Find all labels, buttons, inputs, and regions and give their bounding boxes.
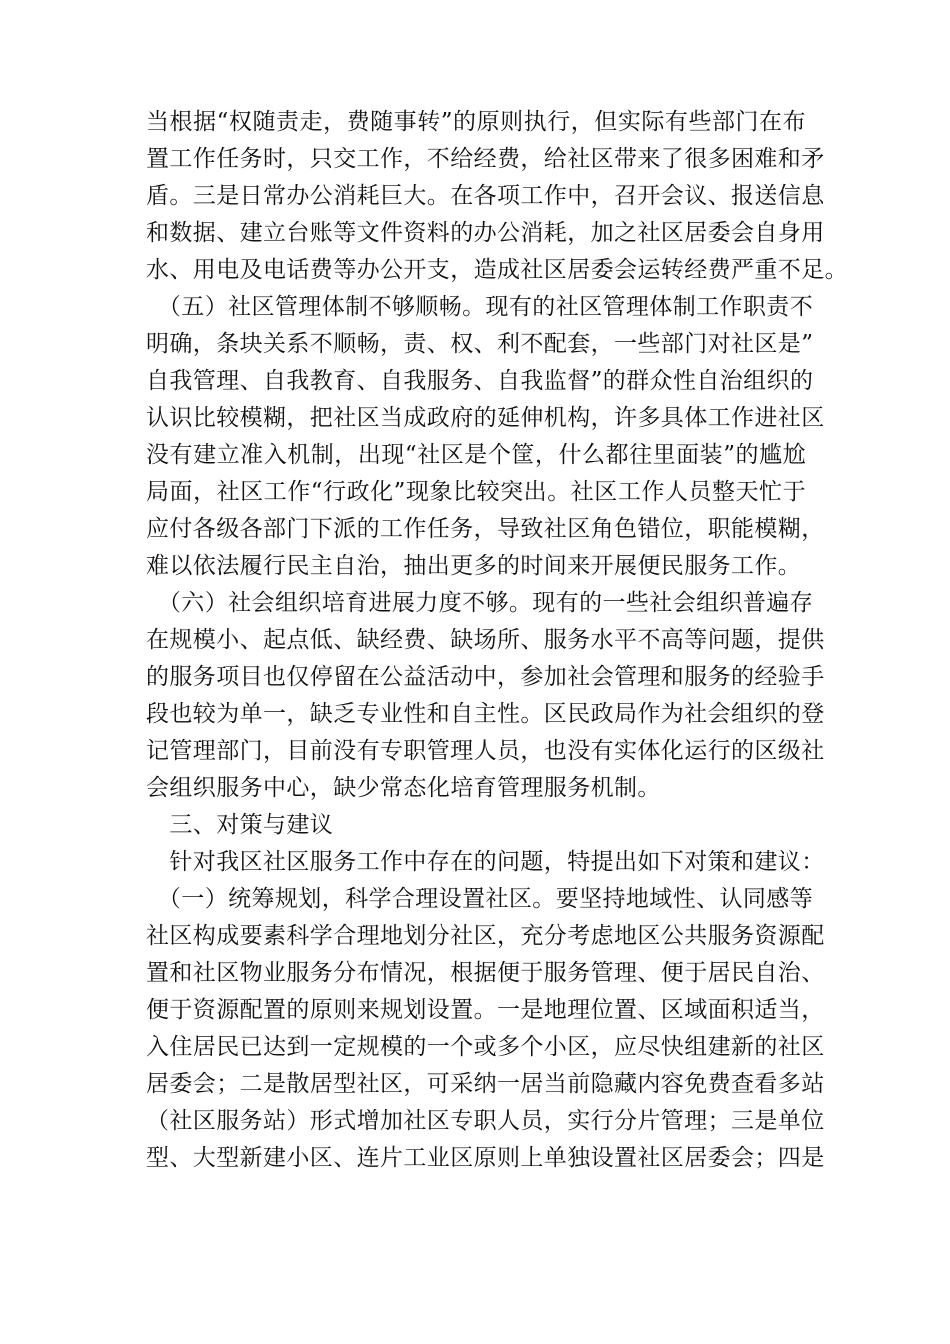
text-line: 自我管理、自我教育、自我服务、自我监督”的群众性自治组织的 (146, 368, 814, 394)
text-line: 记管理部门，目前没有专职管理人员，也没有实体化运行的区级社 (146, 738, 825, 764)
text-line: 针对我区社区服务工作中存在的问题，特提出如下对策和建议： (146, 849, 825, 875)
text-line: 三、对策与建议 (146, 812, 334, 838)
text-line: 水、用电及电话费等办公开支，造成社区居委会运转经费严重不足。 (146, 257, 848, 283)
text-line: 会组织服务中心，缺少常态化培育管理服务机制。 (146, 775, 661, 801)
text-line: 认识比较模糊，把社区当成政府的延伸机构，许多具体工作进社区 (146, 405, 825, 431)
text-line: 的服务项目也仅停留在公益活动中，参加社会管理和服务的经验手 (146, 664, 825, 690)
text-line: 置和社区物业服务分布情况，根据便于服务管理、便于居民自治、 (146, 960, 825, 986)
text-line: 置工作任务时，只交工作，不给经费，给社区带来了很多困难和矛 (146, 146, 825, 172)
text-line: 局面，社区工作“行政化”现象比较突出。社区工作人员整天忙于 (146, 479, 806, 505)
text-line: 和数据、建立台账等文件资料的办公消耗，加之社区居委会自身用 (146, 220, 825, 246)
text-line: 难以依法履行民主自治，抽出更多的时间来开展便民服务工作。 (146, 553, 802, 579)
text-line: 盾。三是日常办公消耗巨大。在各项工作中，召开会议、报送信息 (146, 183, 825, 209)
text-line: 居委会；二是散居型社区，可采纳一居当前隐藏内容免费查看多站 (146, 1071, 825, 1097)
text-line: （五）社区管理体制不够顺畅。现有的社区管理体制工作职责不 (146, 294, 814, 320)
text-line: 社区构成要素科学合理地划分社区，充分考虑地区公共服务资源配 (146, 923, 825, 949)
text-line: 当根据“权随责走，费随事转”的原则执行，但实际有些部门在布 (146, 109, 806, 135)
text-line: 入住居民已达到一定规模的一个或多个小区，应尽快组建新的社区 (146, 1034, 825, 1060)
text-line: 明确，条块关系不顺畅，责、权、利不配套，一些部门对社区是” (146, 331, 814, 357)
text-line: 应付各级各部门下派的工作任务，导致社区角色错位，职能模糊， (146, 516, 825, 542)
text-line: （六）社会组织培育进展力度不够。现有的一些社会组织普遍存 (146, 590, 814, 616)
text-line: （一）统筹规划，科学合理设置社区。要坚持地域性、认同感等 (146, 886, 814, 912)
document-body (146, 104, 848, 1177)
text-line: 便于资源配置的原则来规划设置。一是地理位置、区域面积适当， (146, 997, 825, 1023)
text-line: 段也较为单一，缺乏专业性和自主性。区民政局作为社会组织的登 (146, 701, 825, 727)
text-line: 型、大型新建小区、连片工业区原则上单独设置社区居委会；四是 (146, 1145, 825, 1171)
text-line: 没有建立准入机制，出现“社区是个筐，什么都往里面装”的尴尬 (146, 442, 806, 468)
text-line: 在规模小、起点低、缺经费、缺场所、服务水平不高等问题，提供 (146, 627, 825, 653)
text-line: （社区服务站）形式增加社区专职人员，实行分片管理；三是单位 (146, 1108, 825, 1134)
